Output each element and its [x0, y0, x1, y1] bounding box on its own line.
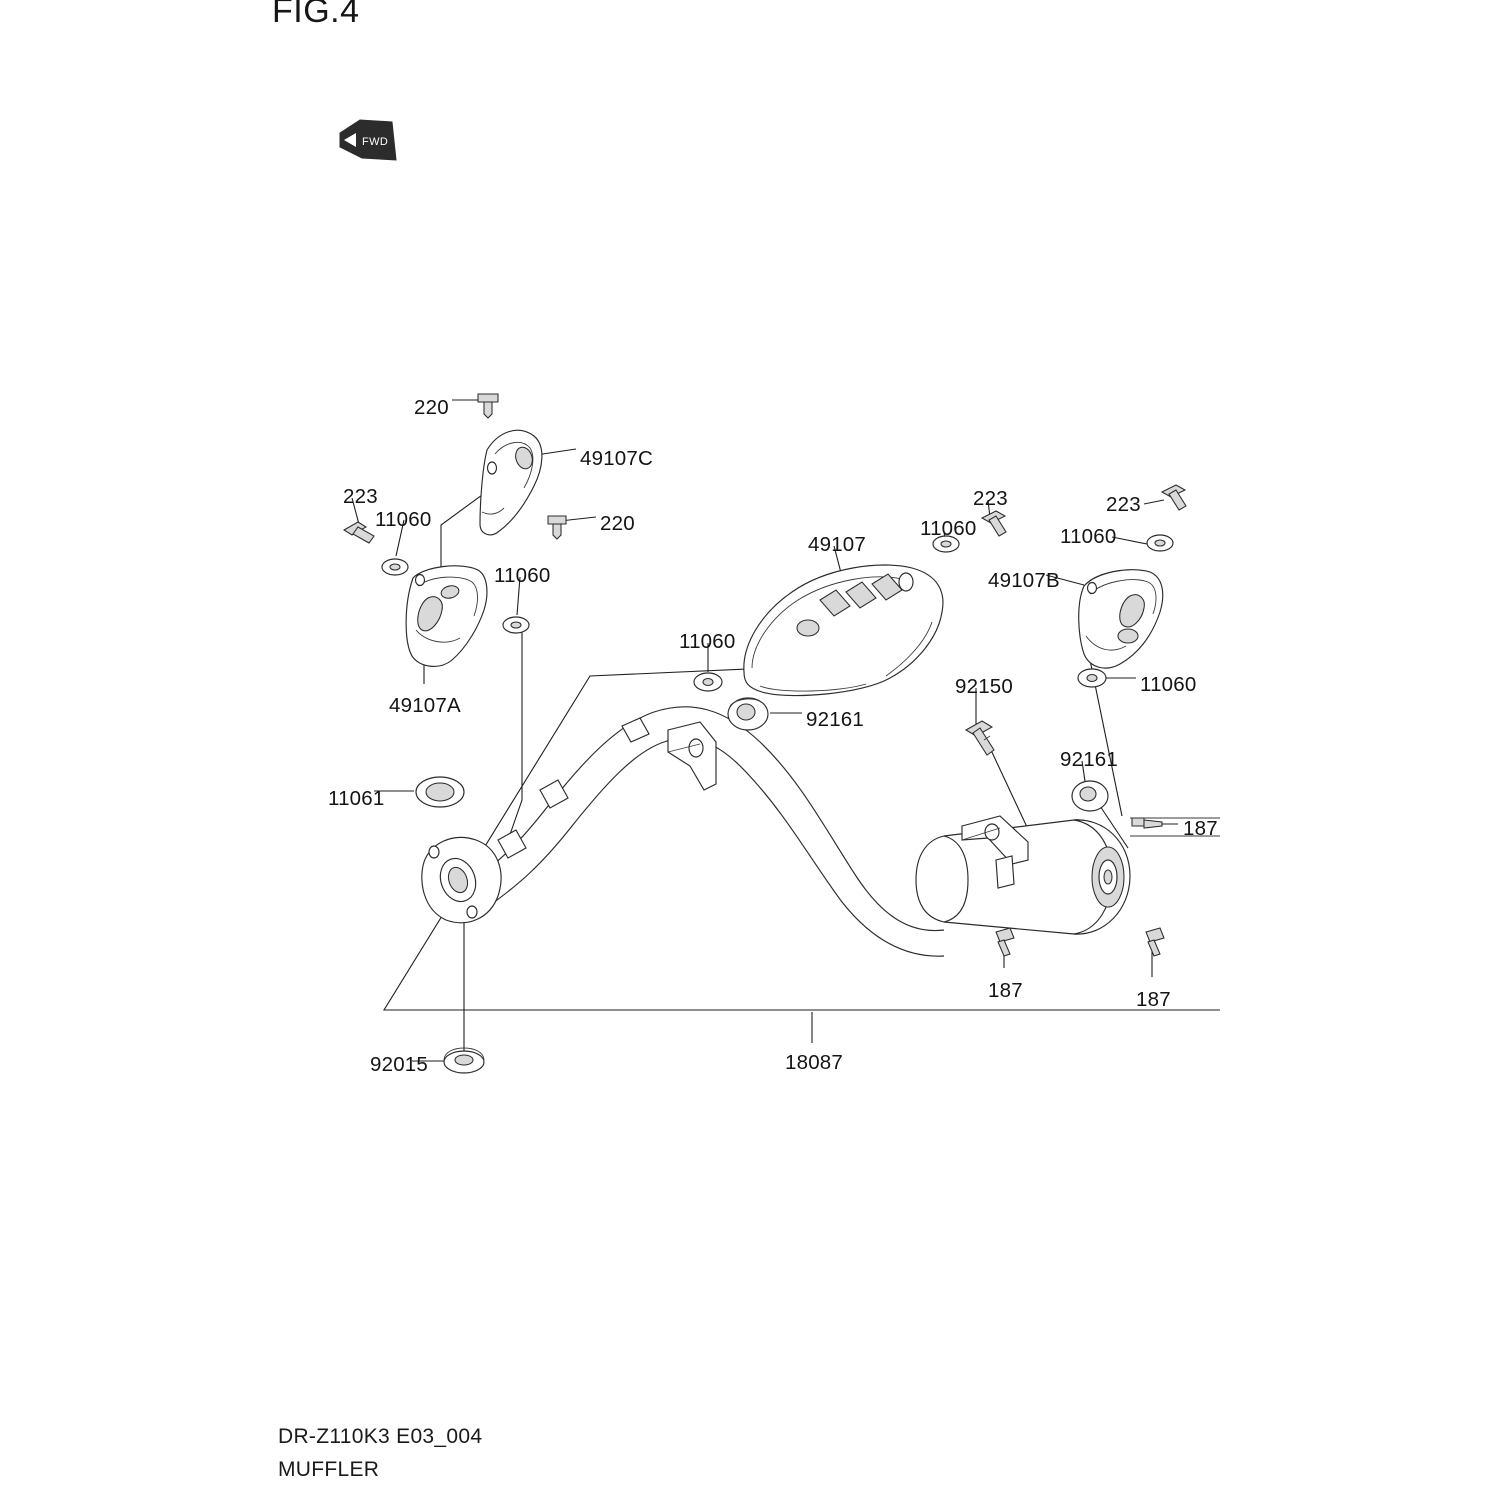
- callout-187-right: 187: [1183, 817, 1218, 840]
- part-220-screw-lower: [548, 516, 566, 539]
- footer-model-code: DR-Z110K3 E03_004: [278, 1425, 483, 1448]
- footer-section-name: MUFFLER: [278, 1458, 380, 1481]
- part-223-bolt-right: [1162, 485, 1186, 510]
- callout-11060-coverB: 11060: [1140, 673, 1197, 696]
- callout-220-top: 220: [414, 396, 449, 419]
- part-187-bolt-lower-right: [1146, 928, 1164, 956]
- part-muffler-body: [916, 816, 1220, 934]
- callout-223-left: 223: [343, 485, 378, 508]
- callout-11060-center: 11060: [920, 517, 977, 540]
- callout-18087: 18087: [785, 1051, 844, 1074]
- callout-49107C: 49107C: [580, 447, 654, 470]
- part-49107B-heat-cover: [1079, 570, 1163, 668]
- part-11060-washer-e: [1078, 669, 1106, 687]
- callout-92161-center: 92161: [806, 708, 865, 731]
- part-223-bolt-center: [982, 511, 1006, 536]
- part-187-bolt-right: [1132, 818, 1162, 828]
- callout-187-lower-left: 187: [988, 979, 1023, 1002]
- callout-49107A: 49107A: [389, 694, 461, 717]
- part-92015-nut: [444, 1048, 484, 1073]
- callout-223-right: 223: [1106, 493, 1141, 516]
- callout-92150: 92150: [955, 675, 1014, 698]
- callout-11060-right: 11060: [1060, 525, 1117, 548]
- part-220-screw-top: [478, 394, 498, 418]
- part-49107C-heat-cover: [480, 430, 542, 535]
- callout-11060-pipe: 11060: [679, 630, 736, 653]
- callout-92161-right: 92161: [1060, 748, 1119, 771]
- callout-49107: 49107: [808, 533, 867, 556]
- callout-11060-coverA: 11060: [494, 564, 551, 587]
- part-187-bolt-lower-left: [996, 928, 1014, 956]
- callout-92015: 92015: [370, 1053, 429, 1076]
- callout-11061: 11061: [328, 787, 385, 810]
- part-11061-gasket: [416, 777, 464, 807]
- part-92150-bolt: [966, 721, 994, 755]
- part-49107A-heat-cover: [406, 566, 487, 667]
- callout-223-center: 223: [973, 487, 1008, 510]
- part-92161-grommet-right: [1072, 781, 1108, 811]
- part-11060-washer-d: [1147, 535, 1173, 551]
- callout-220-lower: 220: [600, 512, 635, 535]
- part-11060-washer-a: [382, 559, 408, 575]
- part-49107-heat-shield: [744, 565, 943, 696]
- fwd-arrow-icon: [340, 120, 396, 160]
- callout-11060-left: 11060: [375, 508, 432, 531]
- callout-187-lower-right: 187: [1136, 988, 1171, 1011]
- part-92161-grommet-center: [728, 698, 768, 730]
- callout-49107B: 49107B: [988, 569, 1060, 592]
- part-11060-washer-f: [694, 673, 722, 691]
- svg-text:FWD: FWD: [362, 136, 389, 148]
- part-18087-exhaust-pipe: [422, 707, 944, 956]
- figure-title: FIG.4: [272, 0, 360, 30]
- part-223-bolt-left: [344, 522, 374, 543]
- part-11060-washer-b: [503, 617, 529, 633]
